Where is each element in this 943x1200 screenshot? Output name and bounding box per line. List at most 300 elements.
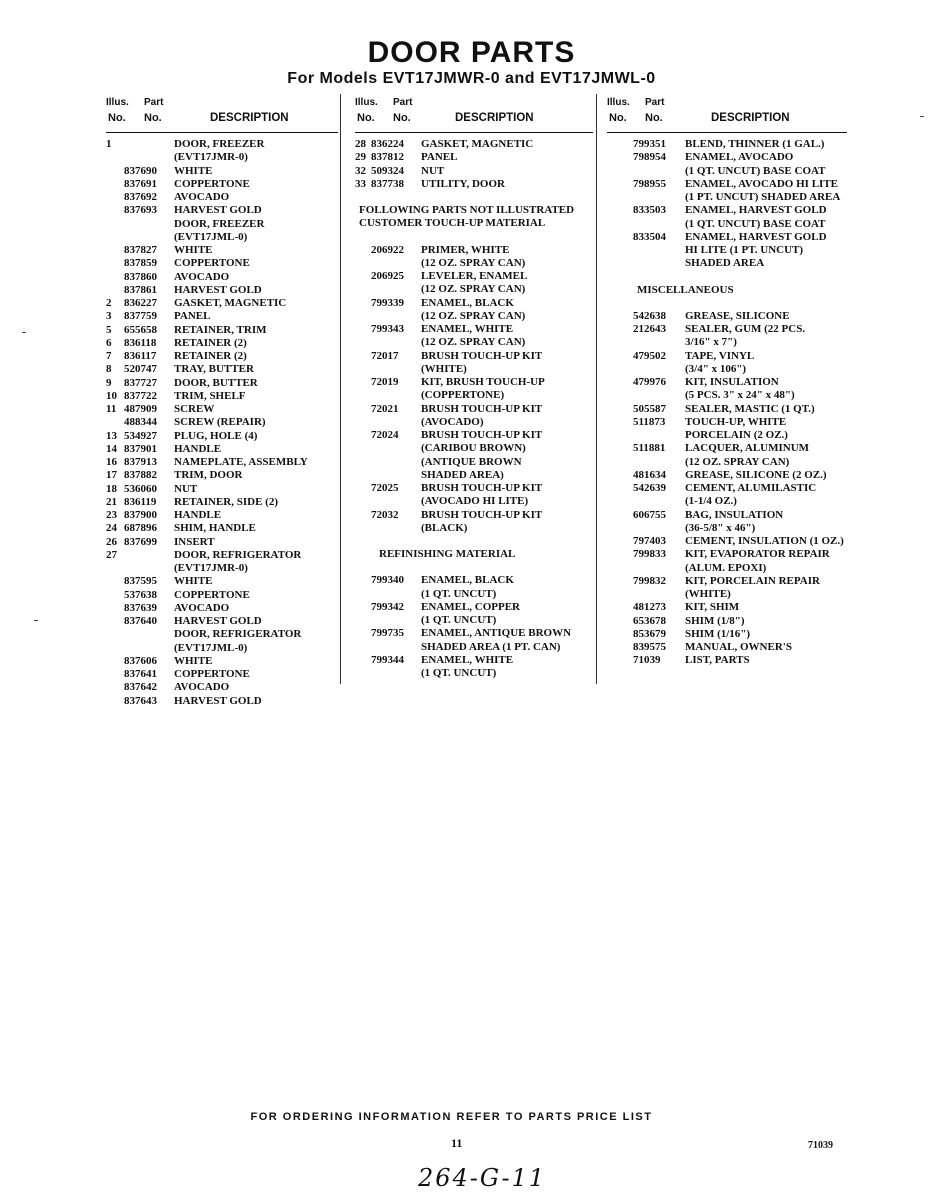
table-row xyxy=(607,323,847,336)
part-number: 798955 xyxy=(633,177,666,190)
part-description: (EVT17JML-0) xyxy=(174,230,248,243)
part-description: ENAMEL, HARVEST GOLD xyxy=(685,204,827,217)
part-number: 481634 xyxy=(633,468,666,481)
column-divider xyxy=(596,94,597,684)
table-row xyxy=(607,654,847,667)
part-description: KIT, INSULATION xyxy=(685,376,779,388)
header-part: Part xyxy=(393,97,413,108)
part-description: LACQUER, ALUMINUM xyxy=(685,442,810,455)
illus-number xyxy=(106,602,124,615)
table-row xyxy=(355,667,593,680)
part-description: (3/4" x 106") xyxy=(685,362,747,375)
illus-number: 14 xyxy=(106,442,117,455)
header-description: DESCRIPTION xyxy=(210,112,289,124)
table-row xyxy=(607,218,847,231)
table-row xyxy=(106,469,338,482)
part-description: SEALER, MASTIC (1 QT.) xyxy=(685,402,815,415)
table-row xyxy=(355,482,593,495)
part-number xyxy=(633,456,685,469)
illus-number xyxy=(355,376,371,389)
illus-number xyxy=(607,416,633,429)
illus-number xyxy=(355,469,371,482)
table-row xyxy=(607,522,847,535)
part-description: SHADED AREA xyxy=(685,257,765,270)
part-number xyxy=(371,641,421,654)
table-row xyxy=(106,589,338,602)
illus-number xyxy=(607,178,633,191)
part-description: GREASE, SILICONE xyxy=(685,309,790,322)
illus-number xyxy=(607,376,633,389)
table-row xyxy=(355,138,593,151)
illus-number xyxy=(355,654,371,667)
illus-number xyxy=(607,244,633,257)
scan-speck xyxy=(34,620,38,621)
part-number: 839575 xyxy=(633,641,666,653)
part-description: (12 OZ. SPRAY CAN) xyxy=(421,256,526,269)
table-row xyxy=(607,403,847,416)
part-number xyxy=(371,442,421,455)
illus-number: 11 xyxy=(106,403,117,415)
part-number: 653678 xyxy=(633,614,666,627)
part-number: 837722 xyxy=(124,389,157,402)
part-number xyxy=(633,336,685,349)
part-description: TRIM, SHELF xyxy=(174,389,246,402)
illus-number xyxy=(355,270,371,283)
part-description: (12 OZ. SPRAY CAN) xyxy=(421,336,526,349)
part-number xyxy=(371,257,421,270)
part-description: (12 OZ. SPRAY CAN) xyxy=(421,309,526,322)
part-description: RETAINER (2) xyxy=(174,350,247,362)
part-description: AVOCADO xyxy=(174,601,230,614)
illus-number xyxy=(607,509,633,522)
part-number xyxy=(124,549,174,562)
part-number: 836118 xyxy=(124,336,157,349)
part-description: NUT xyxy=(174,482,198,495)
table-row xyxy=(355,310,593,323)
parts-list xyxy=(607,138,847,271)
table-row xyxy=(607,416,847,429)
part-description: ENAMEL, WHITE xyxy=(421,323,514,335)
part-description: 3/16" x 7") xyxy=(685,336,737,349)
part-number xyxy=(633,562,685,575)
header-part: Part xyxy=(645,97,665,108)
illus-number xyxy=(106,191,124,204)
illus-number xyxy=(607,588,633,601)
illus-number xyxy=(607,151,633,164)
part-description: CEMENT, ALUMILASTIC xyxy=(685,482,817,494)
illus-number xyxy=(106,416,124,429)
header-illus: Illus. xyxy=(607,97,630,108)
part-description: (ALUM. EPOXI) xyxy=(685,561,767,574)
part-number: 534927 xyxy=(124,429,157,442)
table-row xyxy=(355,654,593,667)
part-number xyxy=(371,614,421,627)
illus-number xyxy=(355,627,371,640)
table-row xyxy=(355,363,593,376)
part-number xyxy=(371,495,421,508)
table-row xyxy=(106,390,338,403)
header-illus-no: No. xyxy=(357,112,375,124)
table-row xyxy=(106,575,338,588)
table-row xyxy=(607,363,847,376)
table-row xyxy=(106,178,338,191)
part-number xyxy=(633,363,685,376)
part-description: (EVT17JMR-0) xyxy=(174,562,248,574)
illus-number xyxy=(607,389,633,402)
part-description: ENAMEL, WHITE xyxy=(421,653,514,666)
table-row xyxy=(106,602,338,615)
illus-number xyxy=(607,575,633,588)
part-description: TAPE, VINYL xyxy=(685,349,755,362)
part-description: SEALER, GUM (22 PCS. xyxy=(685,323,806,335)
table-row xyxy=(106,443,338,456)
part-number: 537638 xyxy=(124,588,157,601)
part-number: 798954 xyxy=(633,151,666,164)
illus-number: 13 xyxy=(106,429,117,442)
part-number: 509324 xyxy=(371,164,404,177)
illus-number xyxy=(106,628,124,641)
table-row xyxy=(106,695,338,708)
part-description: WHITE xyxy=(174,575,213,588)
column-divider xyxy=(340,94,341,684)
part-description: NAMEPLATE, ASSEMBLY xyxy=(174,456,308,468)
part-description: ENAMEL, BLACK xyxy=(421,574,514,587)
part-description: (AVOCADO) xyxy=(421,415,484,428)
table-row xyxy=(106,509,338,522)
table-row xyxy=(355,574,593,587)
part-number: 837692 xyxy=(124,191,157,203)
section-note: FOLLOWING PARTS NOT ILLUSTRATED xyxy=(359,204,575,216)
part-description: LEVELER, ENAMEL xyxy=(421,270,528,282)
table-row xyxy=(106,244,338,257)
header-part-no: No. xyxy=(393,112,411,124)
part-number xyxy=(633,191,685,204)
illus-number: 16 xyxy=(106,456,117,468)
table-row xyxy=(607,191,847,204)
part-number xyxy=(371,363,421,376)
part-number: 481273 xyxy=(633,601,666,614)
handwritten-annotation: 264-G-11 xyxy=(418,1164,547,1192)
part-description: AVOCADO xyxy=(174,191,230,203)
illus-number xyxy=(355,574,371,587)
illus-number xyxy=(355,244,371,257)
column-header xyxy=(106,94,338,133)
part-description: TRAY, BUTTER xyxy=(174,363,254,376)
illus-number xyxy=(607,562,633,575)
part-number: 833503 xyxy=(633,204,666,217)
table-row xyxy=(106,456,338,469)
illus-number: 18 xyxy=(106,482,117,495)
part-number: 72025 xyxy=(371,482,399,494)
part-description: SCREW xyxy=(174,403,215,415)
part-number: 799340 xyxy=(371,574,404,587)
part-description: COPPERTONE xyxy=(174,588,250,601)
part-description: COPPERTONE xyxy=(174,257,250,270)
table-row xyxy=(106,310,338,323)
part-number xyxy=(371,456,421,469)
table-row xyxy=(355,641,593,654)
part-number: 833504 xyxy=(633,230,666,243)
illus-number xyxy=(106,668,124,681)
illus-number: 9 xyxy=(106,376,112,389)
part-description: (COPPERTONE) xyxy=(421,389,505,402)
part-number xyxy=(371,310,421,323)
illus-number: 17 xyxy=(106,469,117,482)
part-number xyxy=(124,151,174,164)
scan-speck xyxy=(920,116,924,117)
table-row xyxy=(607,601,847,614)
part-number: 488344 xyxy=(124,416,157,429)
part-number xyxy=(633,522,685,535)
illus-number xyxy=(106,615,124,628)
illus-number xyxy=(607,257,633,270)
part-description: (CARIBOU BROWN) xyxy=(421,442,526,455)
table-row xyxy=(607,244,847,257)
illus-number xyxy=(355,482,371,495)
part-description: (WHITE) xyxy=(685,588,731,600)
part-number: 72017 xyxy=(371,349,399,362)
part-description: AVOCADO xyxy=(174,681,230,694)
part-number: 837606 xyxy=(124,654,157,667)
part-number: 837641 xyxy=(124,668,157,680)
part-number: 72032 xyxy=(371,508,399,521)
table-row xyxy=(607,336,847,349)
part-description: NUT xyxy=(421,164,445,177)
illus-number xyxy=(106,681,124,694)
table-row xyxy=(607,350,847,363)
table-row xyxy=(607,165,847,178)
part-description: KIT, BRUSH TOUCH-UP xyxy=(421,376,545,388)
section-note: MISCELLANEOUS xyxy=(637,283,734,296)
part-description: (1 QT. UNCUT) BASE COAT xyxy=(685,217,826,230)
table-row xyxy=(106,668,338,681)
part-description: (AVOCADO HI LITE) xyxy=(421,495,529,508)
illus-number: 6 xyxy=(106,336,112,349)
part-number: 853679 xyxy=(633,627,666,640)
table-row xyxy=(355,614,593,627)
illus-number xyxy=(607,469,633,482)
table-row xyxy=(607,310,847,323)
illus-number xyxy=(607,601,633,614)
illus-number xyxy=(106,151,124,164)
part-description: (BLACK) xyxy=(421,521,468,534)
part-description: ENAMEL, COPPER xyxy=(421,600,520,613)
part-number: 837738 xyxy=(371,177,404,190)
table-row xyxy=(106,191,338,204)
part-description: ENAMEL, AVOCADO xyxy=(685,151,794,164)
illus-number xyxy=(607,218,633,231)
table-row xyxy=(106,562,338,575)
part-description: GASKET, MAGNETIC xyxy=(174,297,287,309)
part-number: 206925 xyxy=(371,270,404,282)
part-description: (1 PT. UNCUT) SHADED AREA xyxy=(685,191,841,203)
part-number xyxy=(633,389,685,402)
part-description: BLEND, THINNER (1 GAL.) xyxy=(685,138,825,150)
illus-number: 21 xyxy=(106,495,117,508)
illus-number: 7 xyxy=(106,350,112,362)
illus-number xyxy=(106,231,124,244)
part-description: (1 QT. UNCUT) xyxy=(421,614,497,626)
part-number: 837913 xyxy=(124,456,157,468)
illus-number xyxy=(607,336,633,349)
table-row xyxy=(607,509,847,522)
part-description: BRUSH TOUCH-UP KIT xyxy=(421,402,543,415)
table-row xyxy=(106,681,338,694)
table-row xyxy=(607,482,847,495)
table-row xyxy=(106,165,338,178)
part-number: 837759 xyxy=(124,310,157,323)
part-description: LIST, PARTS xyxy=(685,654,750,667)
part-number xyxy=(633,429,685,442)
part-number: 837860 xyxy=(124,270,157,283)
part-description: SCREW (REPAIR) xyxy=(174,416,266,429)
illus-number xyxy=(607,548,633,561)
part-description: MANUAL, OWNER'S xyxy=(685,641,792,653)
part-number xyxy=(371,283,421,296)
illus-number xyxy=(355,601,371,614)
table-row xyxy=(106,337,338,350)
part-description: TOUCH-UP, WHITE xyxy=(685,415,787,428)
table-row xyxy=(106,363,338,376)
part-description: (1 QT. UNCUT) xyxy=(421,667,497,679)
part-number: 799351 xyxy=(633,138,666,150)
table-row xyxy=(355,323,593,336)
part-description: HARVEST GOLD xyxy=(174,694,262,707)
part-description: (1-1/4 OZ.) xyxy=(685,495,737,508)
part-number: 837699 xyxy=(124,535,157,548)
part-number xyxy=(371,336,421,349)
illus-number xyxy=(355,323,371,336)
table-row xyxy=(106,483,338,496)
part-description: ENAMEL, BLACK xyxy=(421,296,514,309)
part-description: COPPERTONE xyxy=(174,668,250,680)
part-number: 837861 xyxy=(124,283,157,296)
table-row xyxy=(355,270,593,283)
part-description: BRUSH TOUCH-UP KIT xyxy=(421,349,543,362)
table-row xyxy=(106,642,338,655)
illus-number xyxy=(355,614,371,627)
part-description: SHIM, HANDLE xyxy=(174,522,256,535)
part-number xyxy=(371,522,421,535)
part-description: SHADED AREA (1 PT. CAN) xyxy=(421,640,561,653)
part-number: 479502 xyxy=(633,349,666,362)
part-number: 206922 xyxy=(371,243,404,256)
table-row xyxy=(106,403,338,416)
illus-number xyxy=(355,336,371,349)
part-number: 799832 xyxy=(633,574,666,587)
section-note: REFINISHING MATERIAL xyxy=(379,548,516,560)
column-header xyxy=(355,94,593,133)
part-number xyxy=(124,231,174,244)
part-description: (WHITE) xyxy=(421,362,467,375)
part-number: 71039 xyxy=(633,654,661,667)
part-description: DOOR, REFRIGERATOR xyxy=(174,628,302,641)
illus-number xyxy=(607,535,633,548)
part-description: PANEL xyxy=(174,310,211,323)
part-description: RETAINER, TRIM xyxy=(174,323,267,336)
scan-speck xyxy=(22,332,26,333)
part-description: WHITE xyxy=(174,244,213,256)
illus-number: 2 xyxy=(106,297,112,309)
table-row xyxy=(106,522,338,535)
part-number xyxy=(371,667,421,680)
header-part-no: No. xyxy=(144,112,162,124)
table-row xyxy=(355,151,593,164)
illus-number xyxy=(607,641,633,654)
illus-number xyxy=(607,323,633,336)
part-number: 799833 xyxy=(633,548,666,561)
part-description: PANEL xyxy=(421,151,458,164)
table-row xyxy=(607,204,847,217)
illus-number xyxy=(106,589,124,602)
parts-column-3 xyxy=(607,94,847,668)
part-description: WHITE xyxy=(174,164,213,177)
illus-number: 32 xyxy=(355,164,366,177)
table-row xyxy=(355,244,593,257)
illus-number xyxy=(355,588,371,601)
illus-number xyxy=(607,310,633,323)
illus-number xyxy=(607,350,633,363)
parts-list xyxy=(355,574,593,680)
table-row xyxy=(355,509,593,522)
table-row xyxy=(607,389,847,402)
table-row xyxy=(106,324,338,337)
part-description: SHIM (1/16") xyxy=(685,627,751,640)
table-row xyxy=(106,628,338,641)
part-description: GASKET, MAGNETIC xyxy=(421,138,534,150)
part-number xyxy=(371,416,421,429)
table-row xyxy=(355,442,593,455)
part-description: (5 PCS. 3" x 24" x 48") xyxy=(685,389,795,402)
illus-number xyxy=(607,615,633,628)
illus-number xyxy=(355,667,371,680)
table-row xyxy=(106,138,338,151)
table-row xyxy=(607,456,847,469)
part-number: 837640 xyxy=(124,615,157,627)
part-description: COPPERTONE xyxy=(174,177,250,190)
table-row xyxy=(355,588,593,601)
part-number: 837727 xyxy=(124,376,157,389)
part-description: SHADED AREA) xyxy=(421,468,504,481)
part-number xyxy=(633,257,685,270)
part-description: UTILITY, DOOR xyxy=(421,177,505,190)
part-description: BRUSH TOUCH-UP KIT xyxy=(421,482,543,494)
ordering-note: FOR ORDERING INFORMATION REFER TO PARTS PRICE LIST xyxy=(250,1111,653,1123)
illus-number xyxy=(607,482,633,495)
part-number: 536060 xyxy=(124,482,157,495)
page-number: 11 xyxy=(451,1136,463,1150)
part-number xyxy=(124,628,174,641)
header-part: Part xyxy=(144,97,164,108)
illus-number xyxy=(355,416,371,429)
part-number: 837859 xyxy=(124,257,157,270)
illus-number xyxy=(607,363,633,376)
part-number: 837827 xyxy=(124,244,157,256)
part-number: 836117 xyxy=(124,350,157,362)
illus-number xyxy=(607,654,633,667)
part-description: CEMENT, INSULATION (1 OZ.) xyxy=(685,535,844,547)
table-row xyxy=(355,257,593,270)
parts-column-1 xyxy=(106,94,338,708)
part-number: 837901 xyxy=(124,442,157,455)
illus-number: 3 xyxy=(106,310,112,323)
table-row xyxy=(355,403,593,416)
illus-number xyxy=(355,310,371,323)
part-description: (36-5/8" x 46") xyxy=(685,521,756,534)
illus-number xyxy=(607,165,633,178)
part-number xyxy=(633,218,685,231)
part-number xyxy=(371,469,421,482)
